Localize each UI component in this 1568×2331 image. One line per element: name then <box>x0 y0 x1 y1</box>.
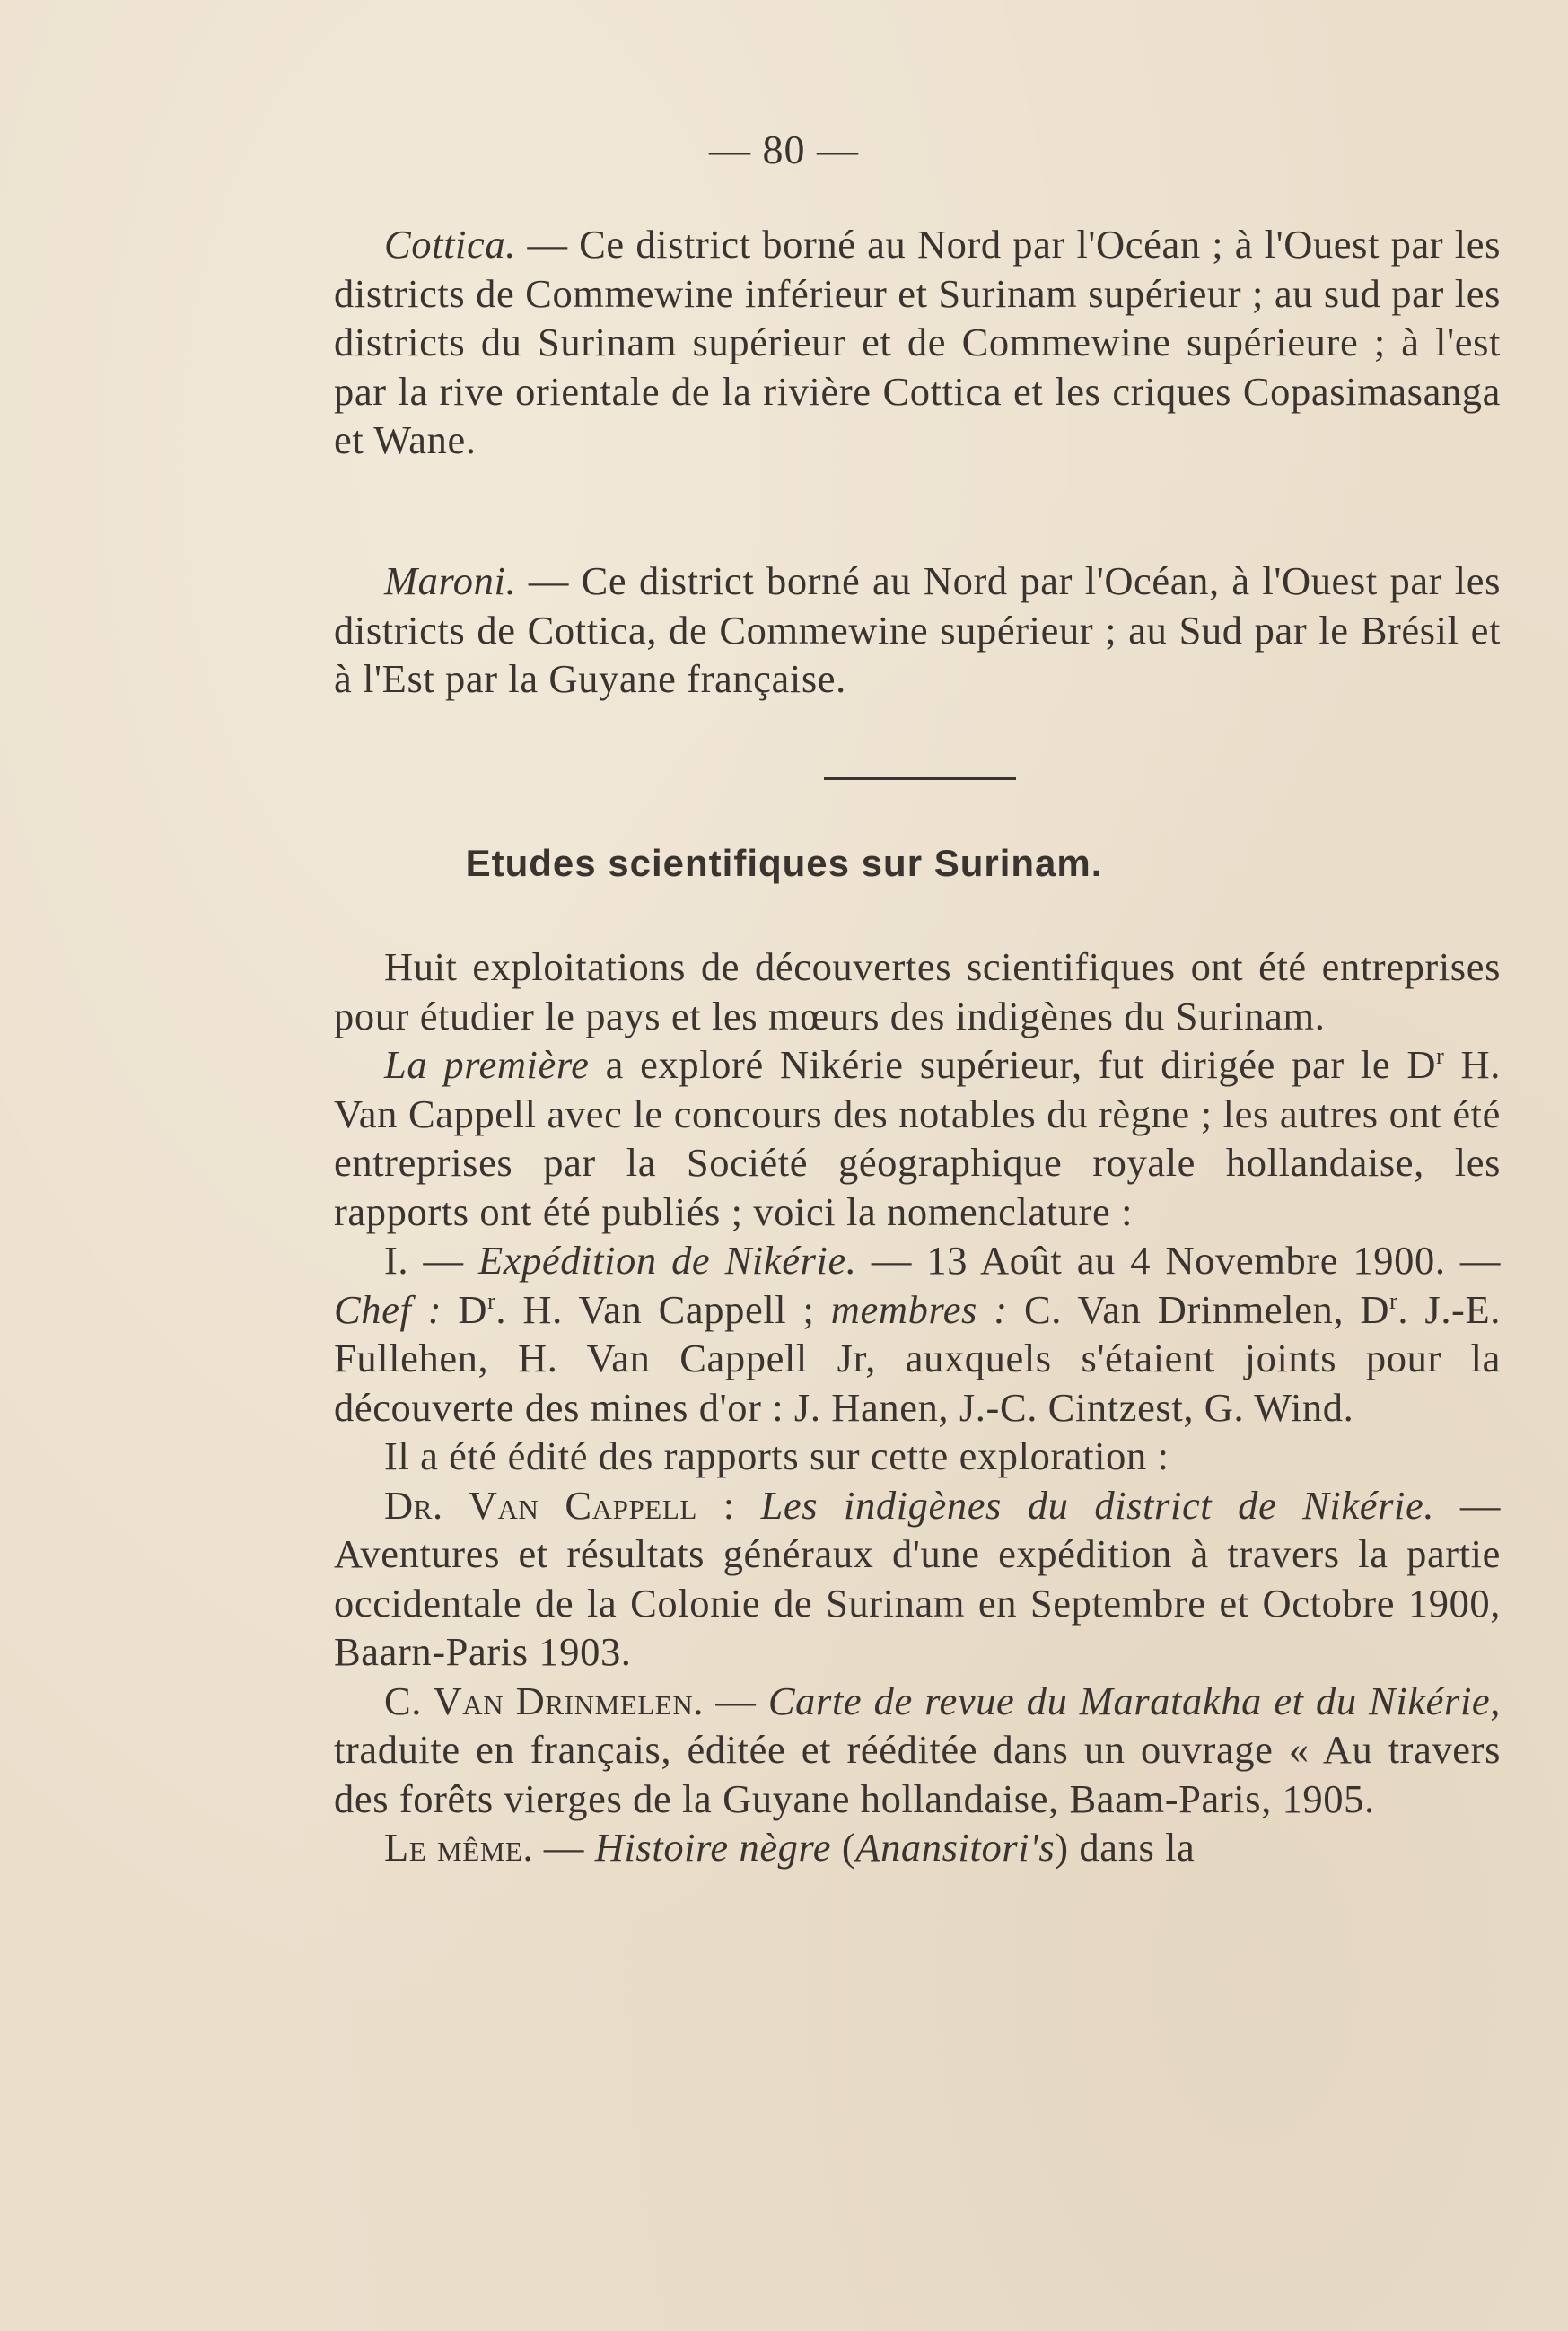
section-divider <box>824 777 1016 780</box>
text-run: — <box>704 1678 768 1723</box>
expedition-title: Expédition de Nikérie. <box>477 1238 857 1283</box>
first-expedition-paragraph <box>334 1040 1501 1236</box>
bibliography-entry <box>334 1823 1501 1872</box>
district-name-maroni: Maroni. <box>384 558 517 603</box>
section-body <box>334 942 1501 1872</box>
text-run: : <box>696 1482 761 1528</box>
work-title: Histoire nègre <box>594 1825 832 1870</box>
superscript: r <box>1389 1287 1398 1314</box>
work-title: Anansitori's <box>855 1825 1056 1870</box>
district-text-cottica: — Ce district borné au Nord par l'Océan ; à l'Ouest par les districts de Commewine inférieur et Surinam supérieur ; au sud par les districts du Surinam supérieur et de Commewine supérieure ; à l'est par la rive orientale de la rivière Cottica et les criques Copasimasanga et Wane. <box>334 222 1501 462</box>
first-expedition-label: La première <box>384 1042 590 1087</box>
text-run: H. Van Cappell avec le concours des notables du règne ; les autres ont été entreprises par la Société géographique royale hollandaise, les rapports ont été publiés ; voici la nomenclature : <box>334 1042 1502 1234</box>
author-name: C. Van Drinmelen. <box>384 1678 705 1723</box>
section-title: Etudes scientifiques sur Surinam. <box>465 842 1103 884</box>
district-name-cottica: Cottica. <box>384 222 516 267</box>
author-name: Dr. Van Cappell <box>384 1482 697 1528</box>
text-run: C. Van Drinmelen, D <box>1007 1286 1390 1332</box>
author-name: Le même. <box>384 1825 534 1870</box>
chef-label: Chef : <box>334 1286 442 1332</box>
reports-intro: Il a été édité des rapports sur cette exploration : <box>384 1433 1169 1478</box>
text-run: ( <box>831 1825 856 1870</box>
text-run: a exploré Nikérie supérieur, fut dirigée par le D <box>589 1042 1437 1087</box>
expedition-entry <box>334 1236 1501 1432</box>
superscript: r <box>1436 1043 1445 1070</box>
paragraph-maroni <box>334 556 1501 704</box>
work-title: Carte de revue du Maratakha et du Nikérie <box>767 1678 1491 1723</box>
members-list: . J.-E. Fullehen, H. Van Cappell Jr, auxquels s'étaient joints pour la découverte des mines d'or : J. Hanen, J.-C. Cintzest, G. Wind. <box>334 1286 1501 1430</box>
text-run: — Aventures et résultats généraux d'une expédition à travers la partie occidentale de la Colonie de Surinam en Septembre et Octobre 1900, Baarn-Paris 1903. <box>334 1482 1502 1674</box>
text-run: — <box>533 1825 595 1870</box>
chef-name: . H. Van Cappell ; <box>495 1286 831 1332</box>
members-label: membres : <box>830 1286 1008 1332</box>
intro-paragraph: Huit exploitations de découvertes scientifiques ont été entreprises pour étudier le pays et les mœurs des indigènes du Surinam. <box>334 944 1501 1038</box>
district-text-maroni: — Ce district borné au Nord par l'Océan, à l'Ouest par les districts de Cottica, de Commewine supérieur ; au Sud par le Brésil et à l'Est par la Guyane française. <box>334 558 1501 701</box>
bibliography-entry <box>334 1481 1501 1677</box>
page-number: — 80 — <box>709 127 859 172</box>
bibliography-entry <box>334 1677 1501 1824</box>
text-run: , traduite en français, éditée et rééditée dans un ouvrage « Au travers des forêts vierges de la Guyane hollandaise, Baam-Paris, 1905. <box>334 1678 1501 1821</box>
entry-number: I. — <box>384 1238 478 1283</box>
text-run: D <box>442 1286 488 1332</box>
paragraph-cottica <box>334 220 1501 465</box>
work-title: Les indigènes du district de Nikérie. <box>760 1482 1435 1528</box>
expedition-dates: — 13 Août au 4 Novembre 1900. — <box>856 1238 1501 1283</box>
text-run: ) dans la <box>1055 1825 1196 1870</box>
superscript: r <box>487 1287 496 1314</box>
